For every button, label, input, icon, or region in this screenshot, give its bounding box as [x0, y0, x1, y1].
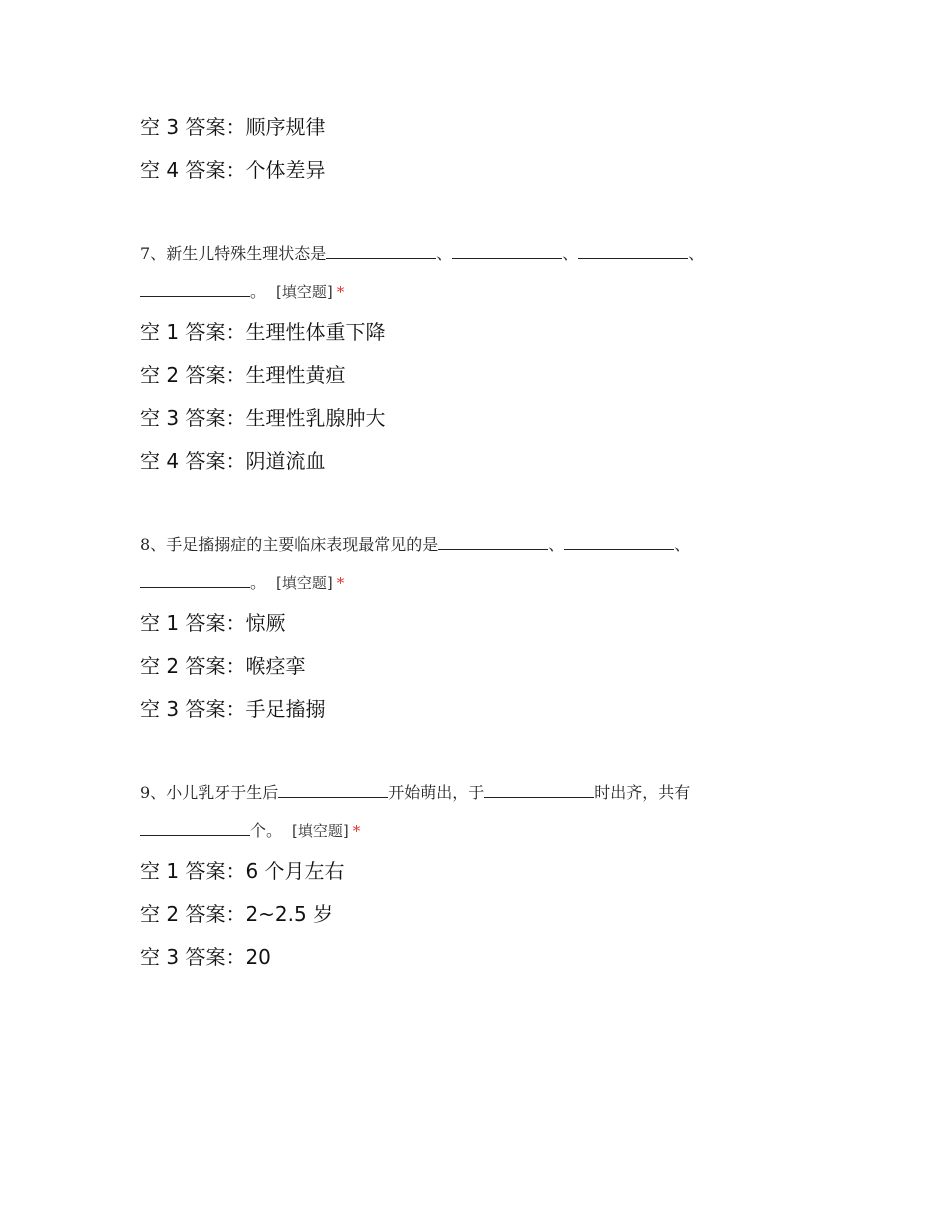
q8-answer-2 [140, 654, 305, 678]
q7-answer-3 [140, 406, 385, 430]
answer-label: 空 2 答案： [140, 654, 246, 678]
question-7-line-1 [140, 243, 704, 265]
answer-value: 2~2.5 岁 [245, 902, 334, 926]
question-stem-part-4: 个。 [250, 821, 283, 840]
answer-value: 生理性黄疸 [245, 363, 346, 387]
question-number: 9、 [140, 783, 167, 802]
q9-answer-2 [140, 902, 333, 926]
blank-2 [452, 244, 562, 259]
period: 。 [250, 573, 267, 592]
blank-1 [438, 535, 548, 550]
question-stem: 新生儿特殊生理状态是 [166, 244, 327, 263]
separator: 、 [674, 535, 691, 554]
question-type-tag: [填空题] [276, 283, 333, 301]
q9-answer-3 [140, 945, 271, 969]
q7-answer-1 [140, 320, 385, 344]
question-stem: 手足搐搦症的主要临床表现最常见的是 [166, 535, 439, 554]
answer-label: 空 4 答案： [140, 158, 246, 182]
question-8-line-1 [140, 534, 690, 556]
blank-1 [326, 244, 436, 259]
answer-label: 空 1 答案： [140, 859, 246, 883]
q8-answer-3 [140, 697, 325, 721]
question-9-line-1 [140, 782, 690, 804]
blank-2 [484, 783, 594, 798]
answer-value: 阴道流血 [245, 449, 326, 473]
answer-value: 顺序规律 [245, 115, 326, 139]
blank-4 [140, 282, 250, 297]
question-8-line-2 [140, 572, 344, 594]
prev-answer-3 [140, 115, 325, 139]
answer-value: 6 个月左右 [245, 859, 345, 883]
answer-label: 空 2 答案： [140, 902, 246, 926]
blank-3 [140, 573, 250, 588]
answer-label: 空 1 答案： [140, 611, 246, 635]
required-marker: * [336, 574, 345, 592]
prev-answer-4 [140, 158, 325, 182]
question-7-line-2 [140, 281, 344, 303]
question-type-tag: [填空题] [276, 574, 333, 592]
answer-value: 个体差异 [245, 158, 326, 182]
question-stem-part-1: 小儿乳牙于生后 [166, 783, 279, 802]
question-9-line-2 [140, 820, 360, 842]
answer-label: 空 3 答案： [140, 406, 246, 430]
period: 。 [250, 282, 267, 301]
blank-1 [278, 783, 388, 798]
question-stem-part-2: 开始萌出，于 [388, 783, 485, 802]
answer-value: 20 [245, 945, 271, 969]
answer-label: 空 4 答案： [140, 449, 246, 473]
answer-label: 空 3 答案： [140, 115, 246, 139]
answer-value: 喉痉挛 [245, 654, 306, 678]
answer-value: 惊厥 [245, 611, 286, 635]
answer-label: 空 1 答案： [140, 320, 246, 344]
answer-value: 生理性乳腺肿大 [245, 406, 386, 430]
required-marker: * [352, 822, 361, 840]
answer-value: 生理性体重下降 [245, 320, 386, 344]
q7-answer-2 [140, 363, 345, 387]
required-marker: * [336, 283, 345, 301]
blank-2 [564, 535, 674, 550]
q7-answer-4 [140, 449, 325, 473]
separator: 、 [436, 244, 453, 263]
blank-3 [578, 244, 688, 259]
q9-answer-1 [140, 859, 345, 883]
question-stem-part-3: 时出齐，共有 [594, 783, 691, 802]
separator: 、 [562, 244, 579, 263]
separator: 、 [548, 535, 565, 554]
answer-value: 手足搐搦 [245, 697, 326, 721]
q8-answer-1 [140, 611, 285, 635]
separator: 、 [688, 244, 705, 263]
question-number: 7、 [140, 244, 167, 263]
answer-label: 空 3 答案： [140, 945, 246, 969]
blank-3 [140, 821, 250, 836]
answer-label: 空 2 答案： [140, 363, 246, 387]
question-type-tag: [填空题] [292, 822, 349, 840]
answer-label: 空 3 答案： [140, 697, 246, 721]
question-number: 8、 [140, 535, 167, 554]
